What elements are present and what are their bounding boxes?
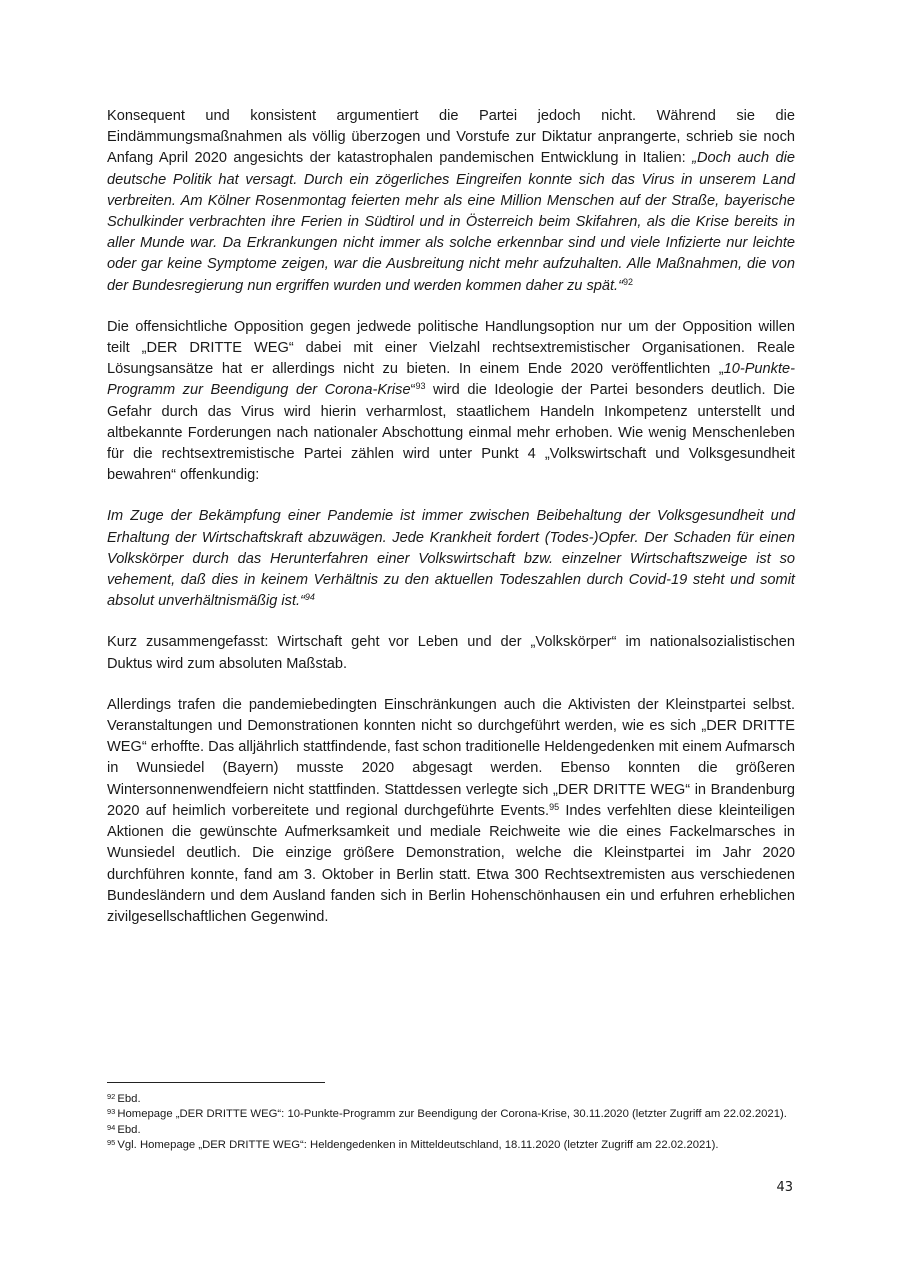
paragraph-2-text-a: Die offensichtliche Opposition gegen jedwede politische Handlungsoption nur um der Opposition willen teilt „DER DRITTE WEG“ dabei mit einer Vielzahl rechtsextremistischer Organisationen. Reale Lösungsansätze hat er allerdings nicht zu bieten. In einem Ende 2020 veröffentlichten „ bbox=[107, 318, 795, 378]
footnote-ref-92[interactable]: 92 bbox=[622, 276, 633, 287]
footnote-number: 93 bbox=[107, 1107, 116, 1117]
paragraph-5 bbox=[107, 695, 795, 928]
footnote-95 bbox=[107, 1138, 795, 1153]
paragraph-2-close-quote: “ bbox=[410, 382, 416, 399]
paragraph-2-text-b: wird die Ideologie der Partei besonders deutlich. Die Gefahr durch das Virus wird hierin verharmlost, staatlichem Handeln Inkompetenz unterstellt und altbekannte Forderungen nach nationaler Abschottung einmal mehr erhoben. Wie wenig Menschenleben für die rechtsextremistische Partei zählen wird unter Punkt 4 „Volkswirtschaft und Volksgesundheit bewahren“ offenkundig: bbox=[107, 382, 795, 484]
paragraph-3-block-quote bbox=[107, 506, 795, 612]
paragraph-2 bbox=[107, 317, 795, 487]
footnotes-section bbox=[107, 1082, 795, 1154]
footnote-ref-94[interactable]: 94 bbox=[304, 592, 315, 603]
paragraph-1 bbox=[107, 106, 795, 297]
footnote-text: Ebd. bbox=[117, 1093, 141, 1105]
page-number: 43 bbox=[776, 1180, 793, 1195]
footnote-number: 92 bbox=[107, 1092, 116, 1101]
footnote-number: 95 bbox=[107, 1138, 116, 1148]
footnote-94 bbox=[107, 1123, 795, 1138]
footnote-text: Vgl. Homepage „DER DRITTE WEG“: Heldengedenken in Mitteldeutschland, 18.11.2020 (letzter Zugriff am 22.02.2021). bbox=[117, 1139, 719, 1152]
footnote-number: 94 bbox=[107, 1122, 116, 1132]
paragraph-4 bbox=[107, 632, 795, 674]
footnote-text: Homepage „DER DRITTE WEG“: 10-Punkte-Programm zur Beendigung der Corona-Krise, 30.11.2020 (letzter Zugriff am 22.02.2021). bbox=[117, 1108, 787, 1121]
paragraph-3-quote: Im Zuge der Bekämpfung einer Pandemie ist immer zwischen Beibehaltung der Volksgesundheit und Erhaltung der Wirtschaftskraft abzuwägen. Jede Krankheit fordert (Todes-)Opfer. Der Schaden für einen Volkskörper durch das Herunterfahren einer Volkswirtschaft bzw. einzelner Wirtschaftszweige ist so vehement, daß dies in keinem Verhältnis zu den aktuellen Todeszahlen durch Covid-19 steht und somit absolut unverhältnismäßig ist.“ bbox=[107, 508, 795, 610]
page-body bbox=[107, 106, 795, 948]
paragraph-5-text-b: Indes verfehlten diese kleinteiligen Aktionen die gewünschte Aufmerksamkeit und mediale Reichweite wie die eines Fackelmarsches in Wunsiedel deutlich. Die einzige größere Demonstration, welche die Kleinstpartei im Jahr 2020 durchführen konnte, fand am 3. Oktober in Berlin statt. Etwa 300 Rechtsextremisten aus verschiedenen Bundesländern und dem Ausland fanden sich in Berlin Hohenschönhausen ein und erfuhren erheblichen zivilgesellschaftlichen Gegenwind. bbox=[107, 802, 795, 925]
footnote-ref-93[interactable]: 93 bbox=[415, 381, 426, 392]
footnote-ref-95[interactable]: 95 bbox=[549, 801, 560, 812]
footnote-93 bbox=[107, 1107, 795, 1122]
footnote-92 bbox=[107, 1092, 795, 1107]
paragraph-1-quote: „Doch auch die deutsche Politik hat versagt. Durch ein zögerliches Eingreifen konnte sich das Virus in unserem Land verbreiten. Am Kölner Rosenmontag feierten mehr als eine Million Menschen auf der Straße, bayerische Schulkinder verbrachten ihre Ferien in Südtirol und in Österreich beim Skifahren, als die Krise bereits in aller Munde war. Da Erkrankungen nicht immer als solche erkennbar sind und viele Infizierte nur leichte oder gar keine Symptome zeigen, war die Ausbreitung nicht mehr aufzuhalten. Alle Maßnahmen, die von der Bundesregierung nun ergriffen wurden und werden kommen daher zu spät.“ bbox=[107, 150, 795, 294]
paragraph-1-text: Konsequent und konsistent argumentiert die Partei jedoch nicht. Während sie die Eindämmungsmaßnahmen als völlig überzogen und Vorstufe zur Diktatur anprangerte, schrieb sie noch Anfang April 2020 angesichts der katastrophalen pandemischen Entwicklung in Italien: bbox=[107, 108, 795, 167]
paragraph-2-title: 10-Punkte-Programm zur Beendigung der Corona-Krise bbox=[107, 361, 795, 399]
paragraph-4-text: Kurz zusammengefasst: Wirtschaft geht vor Leben und der „Volkskörper“ im nationalsozialistischen Duktus wird zum absoluten Maßstab. bbox=[107, 634, 795, 672]
paragraph-5-text-a: Allerdings trafen die pandemiebedingten Einschränkungen auch die Aktivisten der Kleinstpartei selbst. Veranstaltungen und Demonstrationen konnten nicht so durchgeführt werden, wie es sich „DER DRITTE WEG“ erhoffte. Das alljährlich stattfindende, fast schon traditionelle Heldengedenken mit einem Aufmarsch in Wunsiedel (Bayern) musste 2020 abgesagt werden. Ebenso konnten die größeren Wintersonnenwendfeiern nicht stattfinden. Stattdessen verlegte sich „DER DRITTE WEG“ in Brandenburg 2020 auf heimlich vorbereitete und regional durchgeführte Events. bbox=[107, 696, 795, 819]
footnote-divider bbox=[107, 1082, 325, 1083]
footnote-text: Ebd. bbox=[117, 1123, 141, 1136]
